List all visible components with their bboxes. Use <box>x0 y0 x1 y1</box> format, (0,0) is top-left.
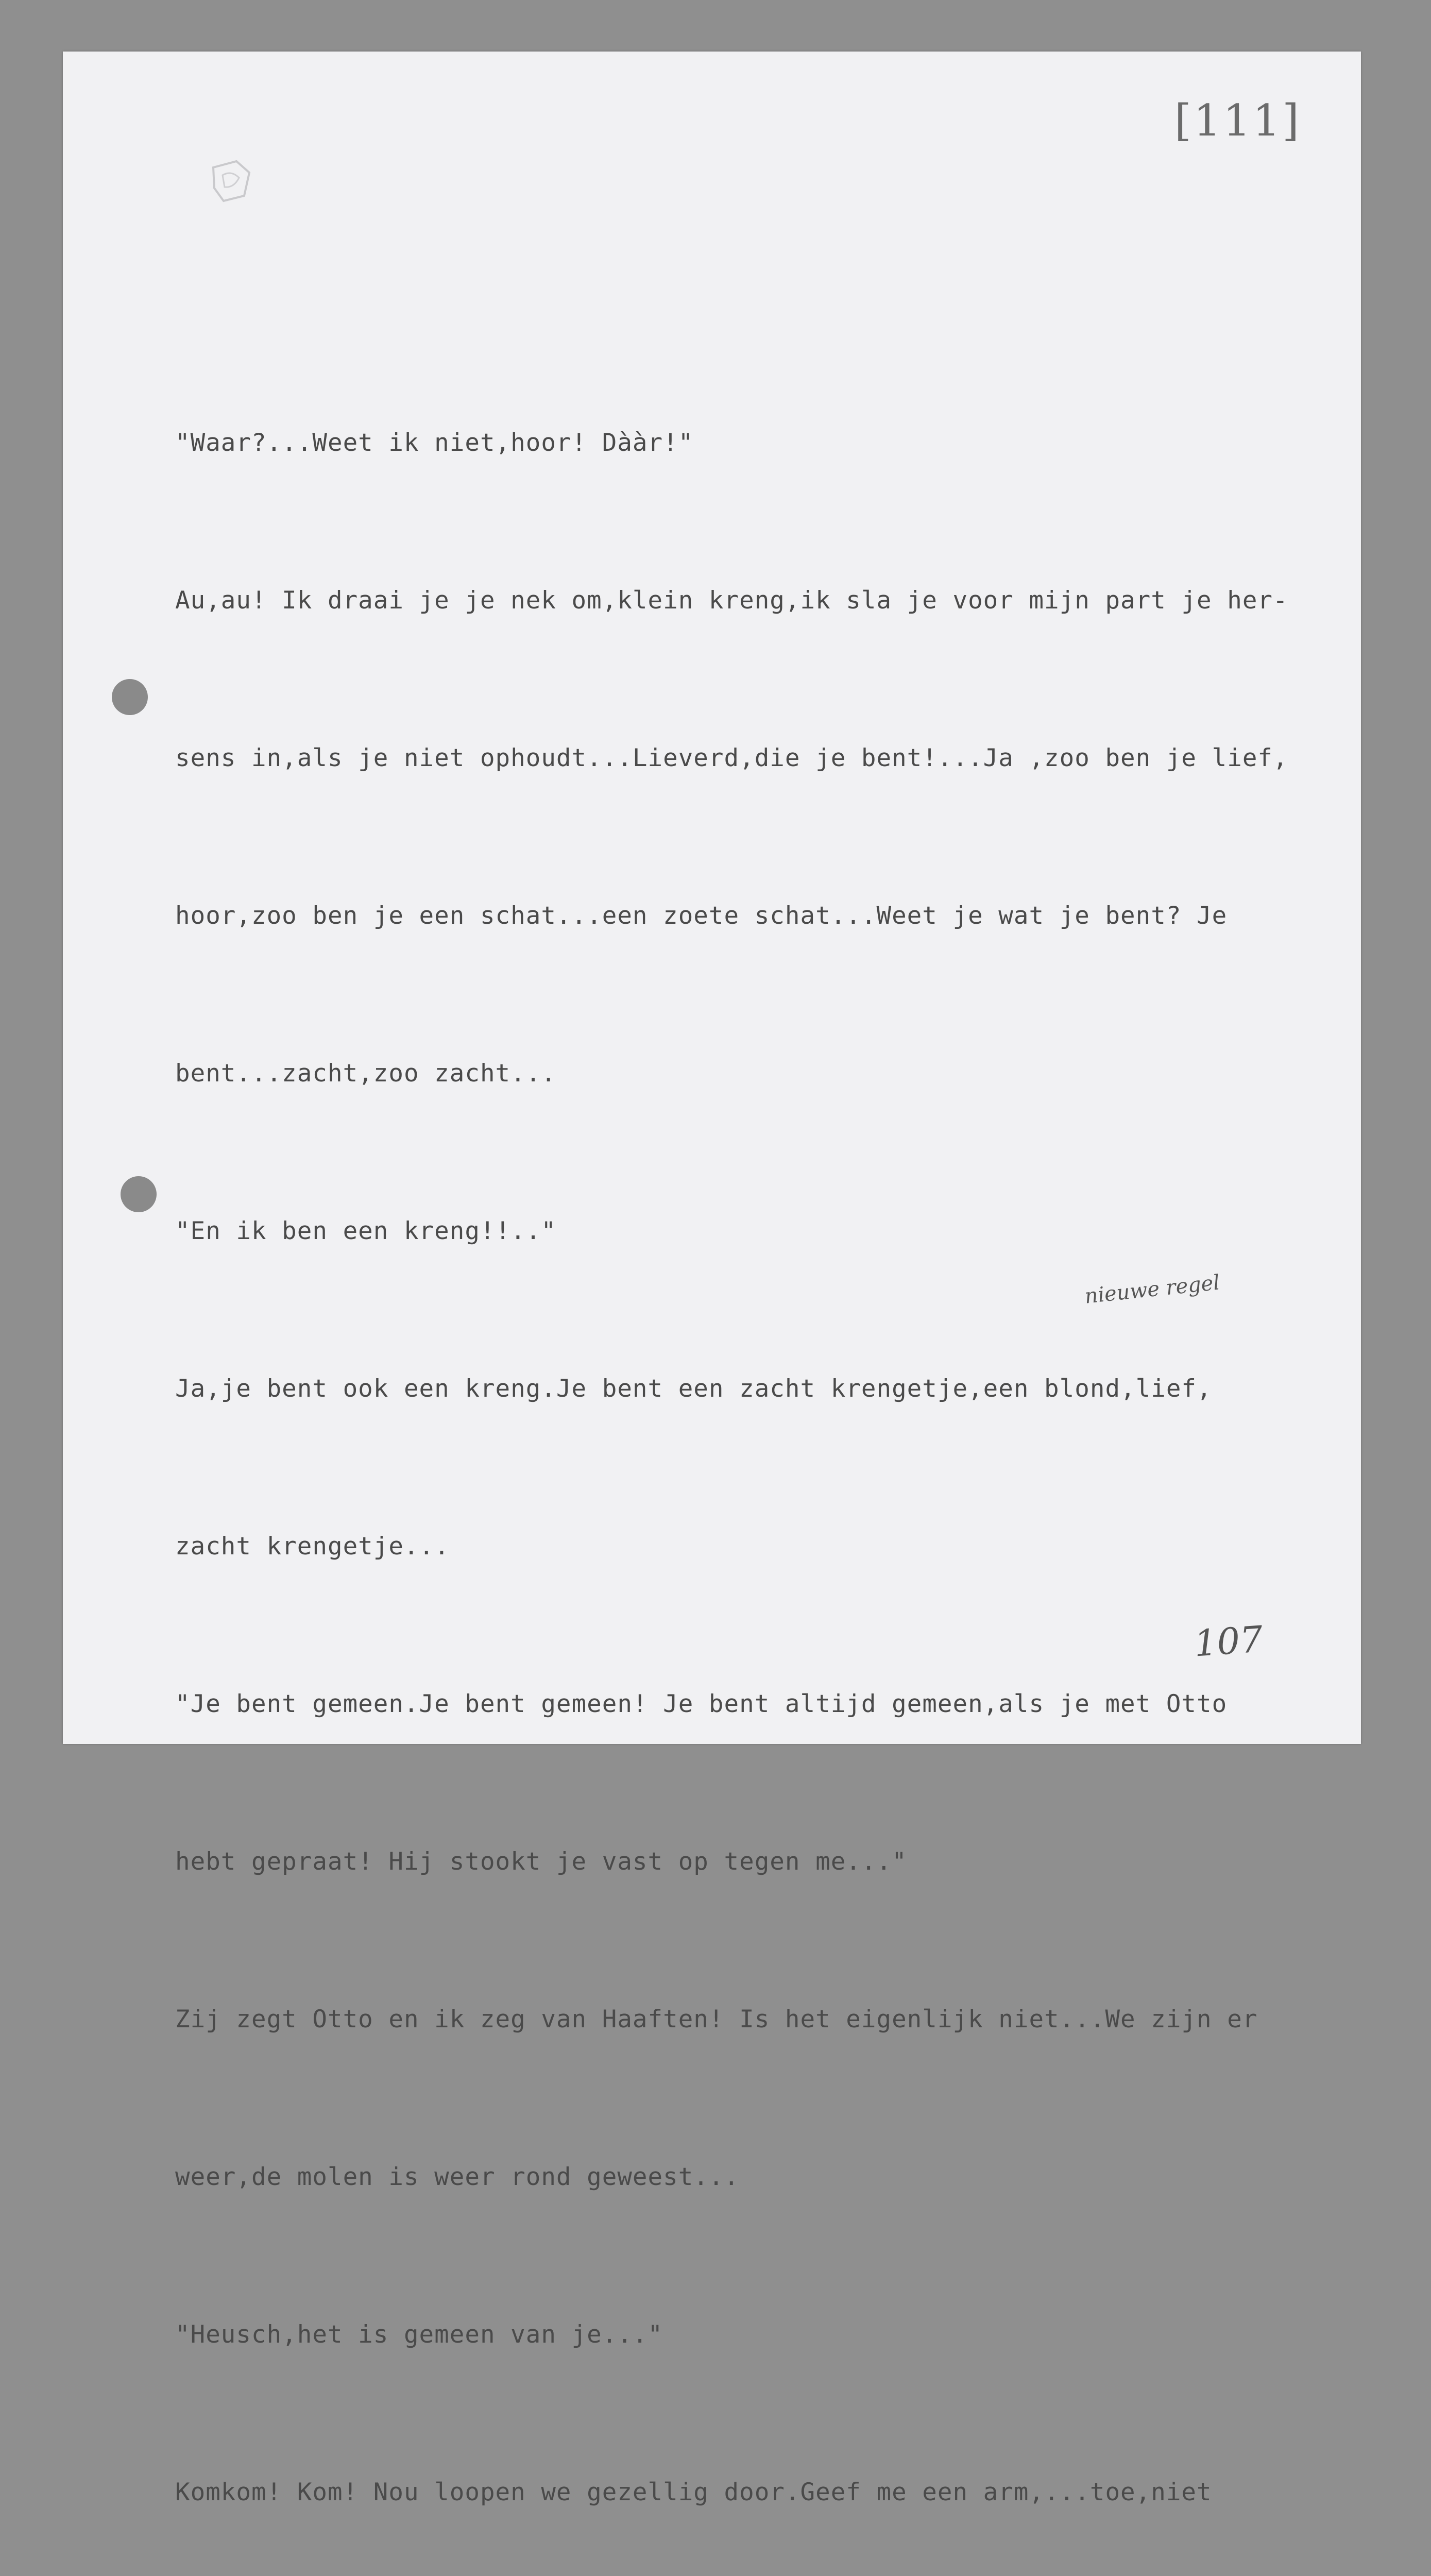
text-line: Au,au! Ik draai je je nek om,klein kreng,ik sla je voor mijn part je her- <box>175 586 1288 615</box>
text-line: "Je bent gemeen.Je bent gemeen! Je bent altijd gemeen,als je met Otto <box>175 1690 1228 1718</box>
archive-stamp-icon <box>208 157 254 204</box>
text-line: hoor,zoo ben je een schat...een zoete schat...Weet je wat je bent? Je <box>175 902 1228 930</box>
margin-note: nieuwe regel <box>1083 1270 1221 1309</box>
text-line: Zij zegt Otto en ik zeg van Haaften! Is het eigenlijk niet...We zijn er <box>175 2005 1258 2033</box>
text-line: Ja,je bent ook een kreng.Je bent een zacht krengetje,een blond,lief, <box>175 1375 1212 1403</box>
text-line: Komkom! Kom! Nou loopen we gezellig door.Geef me een arm,...toe,niet <box>175 2478 1212 2506</box>
text-line: weer,de molen is weer rond geweest... <box>175 2163 740 2191</box>
typescript-text <box>175 312 1381 2576</box>
text-line: bent...zacht,zoo zacht... <box>175 1059 556 1088</box>
text-line: zacht krengetje... <box>175 1532 450 1561</box>
punch-hole <box>112 679 148 715</box>
text-line: "Waar?...Weet ik niet,hoor! Dààr!" <box>175 429 694 457</box>
text-line: "Heusch,het is gemeen van je..." <box>175 2320 663 2349</box>
text-line: sens in,als je niet ophoudt...Lieverd,die je bent!...Ja ,zoo ben je lief, <box>175 744 1288 772</box>
folio-number: 107 <box>1192 1618 1265 1665</box>
page-number-annotation: [111] <box>1174 95 1301 146</box>
text-line: "En ik ben een kreng!!.." <box>175 1217 556 1245</box>
text-line: hebt gepraat! Hij stookt je vast op tegen me..." <box>175 1848 907 1876</box>
punch-hole <box>121 1176 157 1212</box>
